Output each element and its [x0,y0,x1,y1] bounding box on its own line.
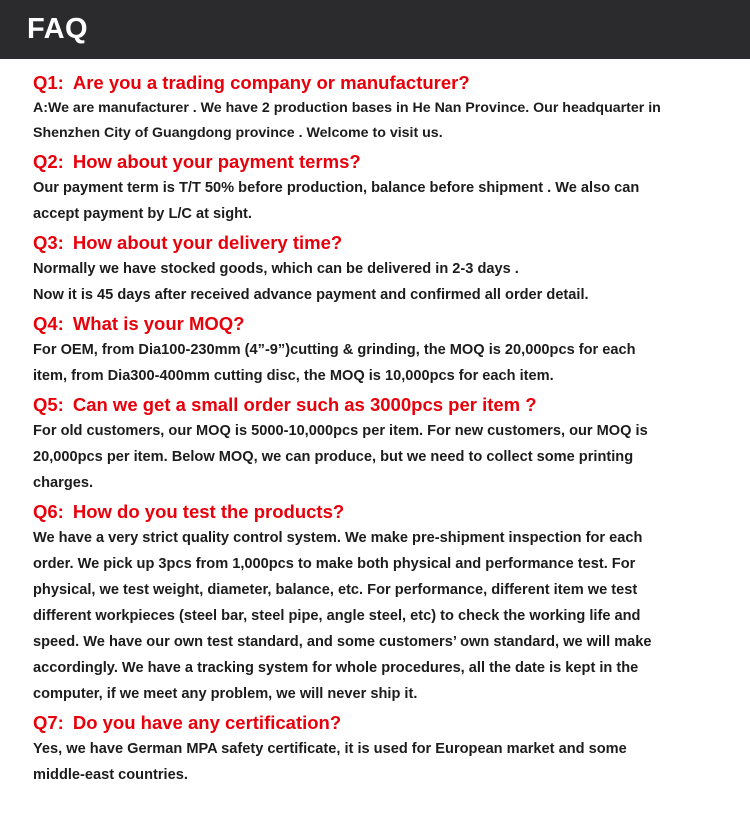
faq-answer [33,418,723,496]
answer-line: Normally we have stocked goods, which can be delivered in 2-3 days . [33,261,519,277]
faq-answer [33,337,723,389]
page-title: FAQ [27,13,89,45]
answer-line: A:We are manufacturer . We have 2 production bases in He Nan Province. Our headquarter in [33,100,661,116]
answer-line: different workpieces (steel bar, steel pipe, angle steel, etc) to check the working life and [33,608,641,624]
answer-line: item, from Dia300-400mm cutting disc, the MOQ is 10,000pcs for each item. [33,368,554,384]
question-text: Can we get a small order such as 3000pcs per item ? [72,394,537,415]
answer-line: Our payment term is T/T 50% before production, balance before shipment . We also can [33,180,640,196]
faq-question [33,230,723,256]
faq-question [33,499,723,525]
faq-item-q5 [33,392,723,496]
answer-line: accordingly. We have a tracking system for whole procedures, all the date is kept in the [33,660,639,676]
question-text: Do you have any certification? [72,712,342,733]
answer-line: computer, if we meet any problem, we will never ship it. [33,686,418,702]
question-number: Q4: [33,313,64,334]
faq-question [33,710,723,736]
answer-line: We have a very strict quality control system. We make pre-shipment inspection for each [33,530,643,546]
faq-answer [33,175,723,227]
answer-line: accept payment by L/C at sight. [33,206,252,222]
question-number: Q7: [33,712,64,733]
faq-question [33,392,723,418]
faq-list [33,70,723,791]
answer-line: physical, we test weight, diameter, balance, etc. For performance, different item we test [33,582,638,598]
faq-question [33,311,723,337]
faq-item-q6 [33,499,723,707]
faq-answer [33,96,723,146]
answer-line: charges. [33,475,94,491]
answer-line: middle-east countries. [33,767,188,783]
answer-line: speed. We have our own test standard, and some customers’ own standard, we will make [33,634,652,650]
faq-answer [33,525,723,707]
answer-line: For OEM, from Dia100-230mm (4”-9”)cutting & grinding, the MOQ is 20,000pcs for each [33,342,636,358]
question-text: Are you a trading company or manufacturer? [72,72,470,93]
answer-line: order. We pick up 3pcs from 1,000pcs to make both physical and performance test. For [33,556,636,572]
faq-item-q2 [33,149,723,227]
question-text: How about your delivery time? [72,232,343,253]
answer-line: For old customers, our MOQ is 5000-10,000pcs per item. For new customers, our MOQ is [33,423,648,439]
faq-header-bar [0,0,750,59]
question-number: Q2: [33,151,64,172]
faq-answer [33,736,723,788]
answer-line: Yes, we have German MPA safety certificate, it is used for European market and some [33,741,627,757]
faq-item-q4 [33,311,723,389]
answer-line: Now it is 45 days after received advance payment and confirmed all order detail. [33,287,589,303]
question-number: Q1: [33,72,64,93]
faq-answer [33,256,723,308]
question-text: How about your payment terms? [72,151,361,172]
answer-line: 20,000pcs per item. Below MOQ, we can produce, but we need to collect some printing [33,449,634,465]
faq-item-q3 [33,230,723,308]
faq-item-q7 [33,710,723,788]
answer-line: Shenzhen City of Guangdong province . Welcome to visit us. [33,125,443,141]
question-text: What is your MOQ? [72,313,245,334]
question-text: How do you test the products? [72,501,345,522]
question-number: Q5: [33,394,64,415]
faq-question [33,70,723,96]
faq-question [33,149,723,175]
question-number: Q6: [33,501,64,522]
question-number: Q3: [33,232,64,253]
faq-item-q1 [33,70,723,146]
